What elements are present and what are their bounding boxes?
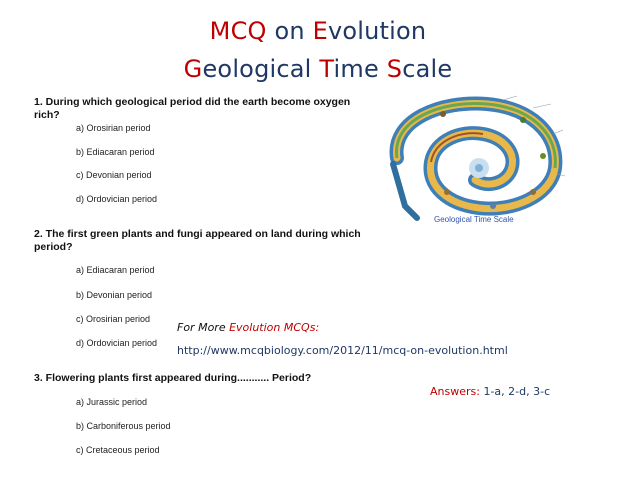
answers-value: 1-a, 2-d, 3-c bbox=[479, 385, 551, 398]
title-initial-e: E bbox=[312, 17, 328, 45]
question-3-line-1: 3. Flowering plants first appeared during........... Period? bbox=[34, 372, 312, 384]
question-2-option-d: d) Ordovician period bbox=[76, 338, 158, 348]
title-word-volution: volution bbox=[327, 17, 427, 45]
question-2-text bbox=[34, 228, 361, 254]
question-1-option-b: b) Ediacaran period bbox=[76, 147, 155, 157]
slide-title-line-2 bbox=[148, 55, 488, 83]
question-2-line-1: 2. The first green plants and fungi appeared on land during which bbox=[34, 228, 361, 240]
more-highlight: Evolution MCQs: bbox=[229, 321, 320, 334]
question-3-option-c: c) Cretaceous period bbox=[76, 445, 160, 455]
slide-title-line-1 bbox=[148, 17, 488, 45]
title-word-mcq: MCQ bbox=[209, 17, 267, 45]
question-2-option-b: b) Devonian period bbox=[76, 290, 153, 300]
question-1-option-c: c) Devonian period bbox=[76, 170, 152, 180]
question-2-line-2: period? bbox=[34, 241, 73, 253]
title-initial-g: G bbox=[183, 55, 203, 83]
more-mcqs-link[interactable]: http://www.mcqbiology.com/2012/11/mcq-on-evolution.html bbox=[177, 344, 508, 357]
title-word-eological: eological bbox=[202, 55, 320, 83]
question-3-text bbox=[34, 372, 311, 385]
image-caption: Geological Time Scale bbox=[434, 215, 514, 224]
question-3-option-b: b) Carboniferous period bbox=[76, 421, 171, 431]
question-1-line-2: rich? bbox=[34, 109, 60, 121]
question-1-text bbox=[34, 96, 350, 122]
question-1-option-d: d) Ordovician period bbox=[76, 194, 158, 204]
title-initial-t: T bbox=[319, 55, 334, 83]
question-1-option-a: a) Orosirian period bbox=[76, 123, 151, 133]
question-2-option-a: a) Ediacaran period bbox=[76, 265, 155, 275]
more-mcqs-line bbox=[177, 316, 617, 339]
more-mcqs-box bbox=[177, 316, 617, 366]
more-prefix: For More bbox=[177, 321, 230, 334]
geological-time-scale-image bbox=[383, 94, 567, 230]
title-word-ime: ime bbox=[333, 55, 387, 83]
time-spiral-illustration bbox=[383, 94, 567, 230]
title-initial-s: S bbox=[386, 55, 403, 83]
question-2-option-c: c) Orosirian period bbox=[76, 314, 151, 324]
answers-label: Answers: bbox=[430, 385, 480, 398]
question-3-option-a: a) Jurassic period bbox=[76, 397, 148, 407]
question-1-line-1: 1. During which geological period did the earth become oxygen bbox=[34, 96, 351, 108]
title-word-on: on bbox=[266, 17, 313, 45]
title-word-cale: cale bbox=[402, 55, 453, 83]
answers-line bbox=[430, 385, 550, 398]
